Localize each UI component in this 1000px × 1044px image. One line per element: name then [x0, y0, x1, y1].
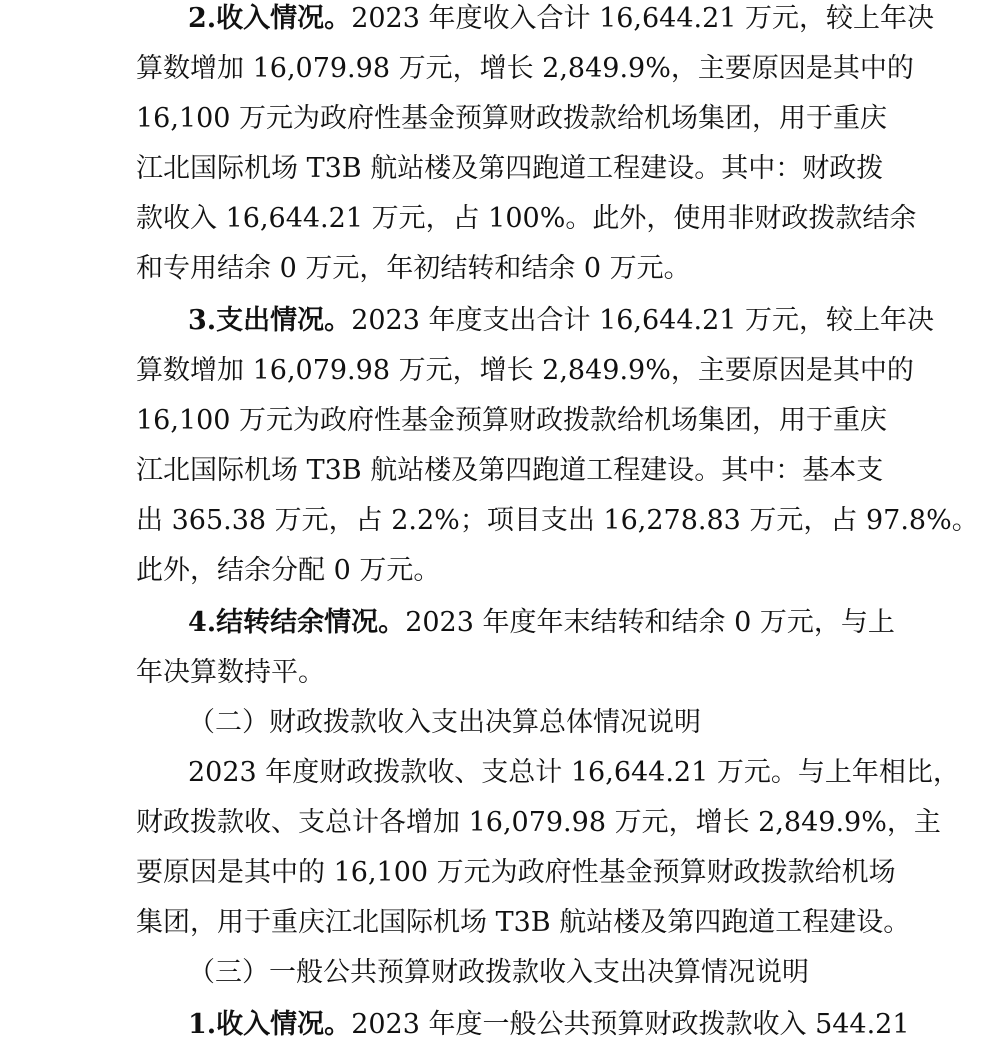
general-income-lead: 1.收入情况。	[188, 1009, 352, 1040]
paragraph-overall-line-1: 2023 年度财政拨款收、支总计 16,644.21 万元。与上年相比，	[188, 757, 960, 788]
paragraph-carryover-line-1	[188, 598, 895, 648]
paragraph-income-line-3: 16,100 万元为政府性基金预算财政拨款给机场集团，用于重庆	[136, 103, 888, 134]
paragraph-overall-line-2: 财政拨款收、支总计各增加 16,079.98 万元，增长 2,849.9%，主	[136, 807, 941, 838]
paragraph-expense-line-5: 出 365.38 万元，占 2.2%；项目支出 16,278.83 万元，占 97.8%。	[136, 505, 979, 536]
paragraph-general-income-line-1	[188, 1000, 910, 1044]
paragraph-overall-line-4: 集团，用于重庆江北国际机场 T3B 航站楼及第四跑道工程建设。	[136, 907, 911, 938]
paragraph-overall-line-3: 要原因是其中的 16,100 万元为政府性基金预算财政拨款给机场	[136, 857, 896, 888]
general-income-text: 2023 年度一般公共预算财政拨款收入 544.21	[351, 1009, 910, 1040]
paragraph-income-line-1	[188, 0, 935, 44]
paragraph-income-line-4: 江北国际机场 T3B 航站楼及第四跑道工程建设。其中：财政拨	[136, 153, 884, 184]
expense-text: 2023 年度支出合计 16,644.21 万元，较上年决	[351, 305, 935, 336]
paragraph-income-line-6: 和专用结余 0 万元，年初结转和结余 0 万元。	[136, 253, 691, 284]
carryover-lead: 4.结转结余情况。	[188, 607, 406, 638]
section-heading-3: （三）一般公共预算财政拨款收入支出决算情况说明	[188, 957, 809, 988]
paragraph-expense-line-1	[188, 296, 935, 346]
income-lead: 2.收入情况。	[188, 3, 352, 34]
paragraph-carryover-line-2: 年决算数持平。	[136, 657, 325, 688]
expense-lead: 3.支出情况。	[188, 305, 352, 336]
paragraph-expense-line-6: 此外，结余分配 0 万元。	[136, 555, 441, 586]
section-heading-2: （二）财政拨款收入支出决算总体情况说明	[188, 707, 701, 738]
carryover-text: 2023 年度年末结转和结余 0 万元，与上	[405, 607, 895, 638]
paragraph-income-line-5: 款收入 16,644.21 万元，占 100%。此外，使用非财政拨款结余	[136, 203, 917, 234]
paragraph-expense-line-2: 算数增加 16,079.98 万元，增长 2,849.9%，主要原因是其中的	[136, 355, 914, 386]
paragraph-expense-line-4: 江北国际机场 T3B 航站楼及第四跑道工程建设。其中：基本支	[136, 455, 884, 486]
income-text: 2023 年度收入合计 16,644.21 万元，较上年决	[351, 3, 935, 34]
paragraph-income-line-2: 算数增加 16,079.98 万元，增长 2,849.9%，主要原因是其中的	[136, 53, 914, 84]
paragraph-expense-line-3: 16,100 万元为政府性基金预算财政拨款给机场集团，用于重庆	[136, 405, 888, 436]
